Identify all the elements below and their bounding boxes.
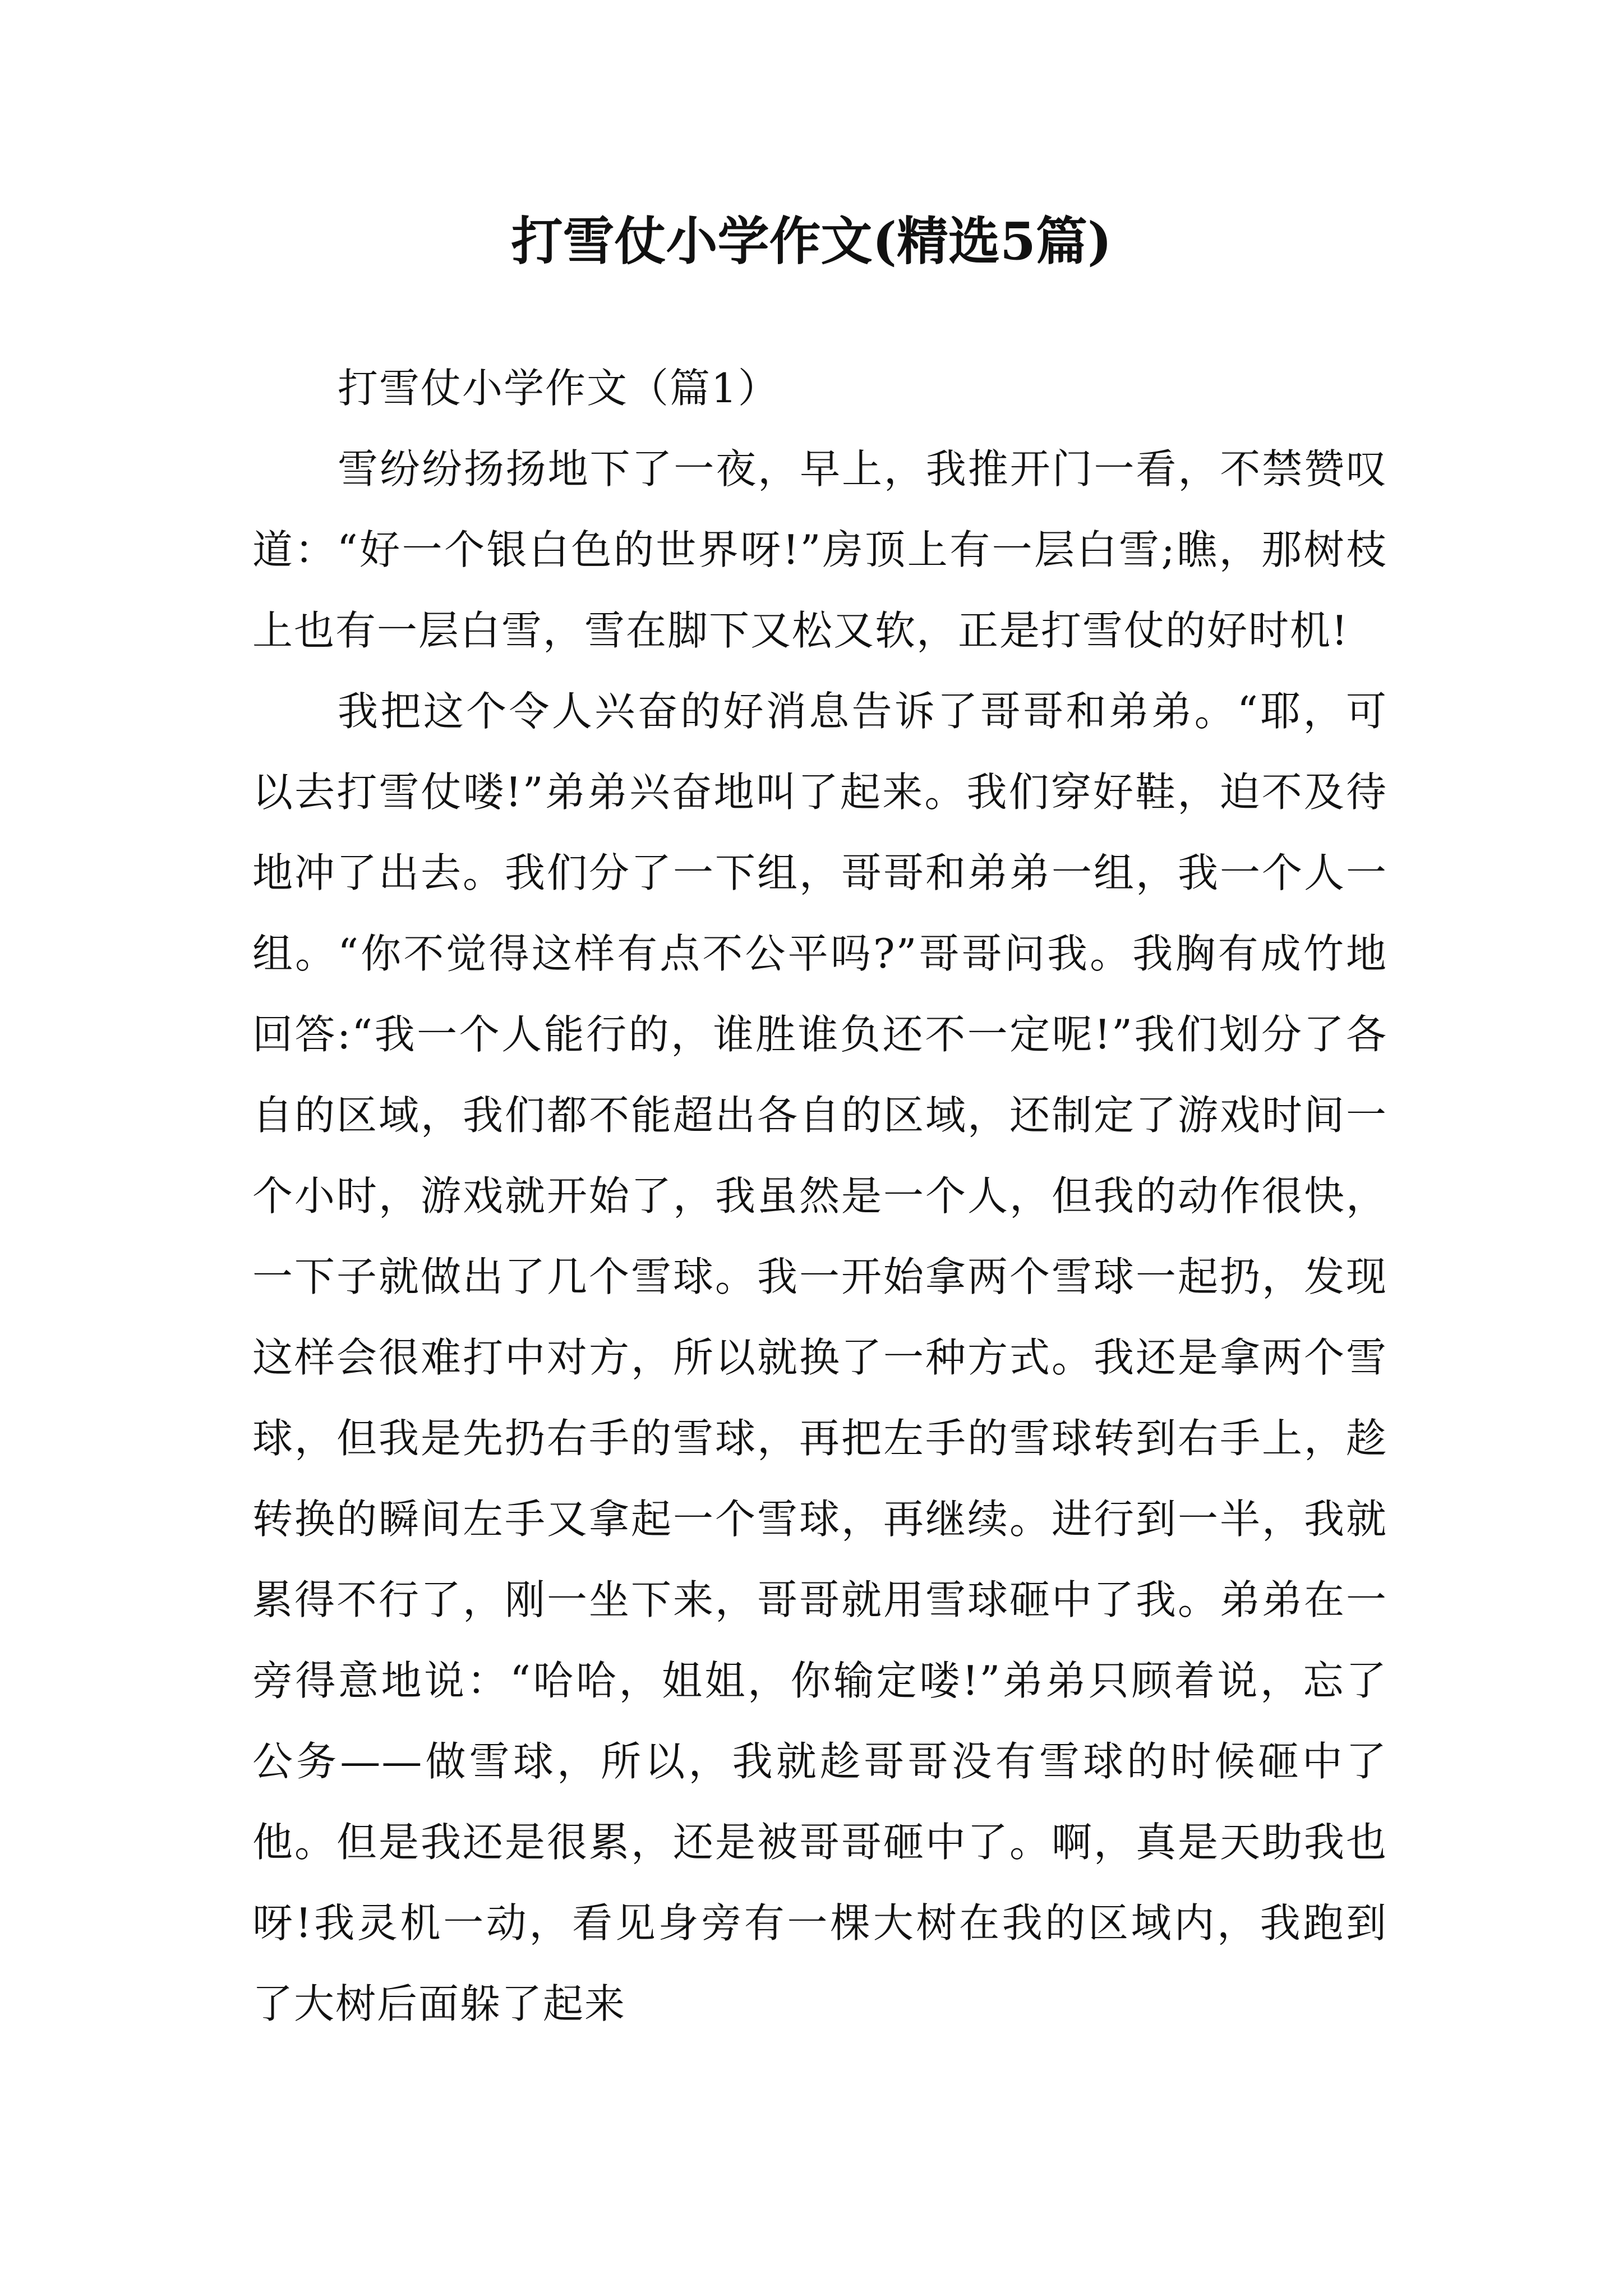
paragraph-2: 我把这个令人兴奋的好消息告诉了哥哥和弟弟。“耶，可以去打雪仗喽!”弟弟兴奋地叫了起来。我们穿好鞋，迫不及待地冲了出去。我们分了一下组，哥哥和弟弟一组，我一个人一组。“你不觉得这样有点不公平吗?”哥哥问我。我胸有成竹地回答:“我一个人能行的，谁胜谁负还不一定呢!”我们划分了各自的区域，我们都不能超出各自的区域，还制定了游戏时间一个小时，游戏就开始了，我虽然是一个人，但我的动作很快，一下子就做出了几个雪球。我一开始拿两个雪球一起扔，发现这样会很难打中对方，所以就换了一种方式。我还是拿两个雪球，但我是先扔右手的雪球，再把左手的雪球转到右手上，趁转换的瞬间左手又拿起一个雪球，再继续。进行到一半，我就累得不行了，刚一坐下来，哥哥就用雪球砸中了我。弟弟在一旁得意地说：“哈哈，姐姐，你输定喽!”弟弟只顾着说，忘了公务——做雪球，所以，我就趁哥哥没有雪球的时候砸中了他。但是我还是很累，还是被哥哥砸中了。啊，真是天助我也呀!我灵机一动，看见身旁有一棵大树在我的区域内，我跑到了大树后面躲了起来	[252, 688, 1387, 2027]
paragraph-1: 雪纷纷扬扬地下了一夜，早上，我推开门一看，不禁赞叹道：“好一个银白色的世界呀!”房顶上有一层白雪;瞧，那树枝上也有一层白雪，雪在脚下又松又软，正是打雪仗的好时机!	[252, 445, 1387, 654]
document-title: 打雪仗小学作文(精选5篇)	[511, 211, 1112, 272]
section-heading: 打雪仗小学作文（篇1）	[338, 365, 780, 412]
document-body	[252, 348, 1387, 2044]
